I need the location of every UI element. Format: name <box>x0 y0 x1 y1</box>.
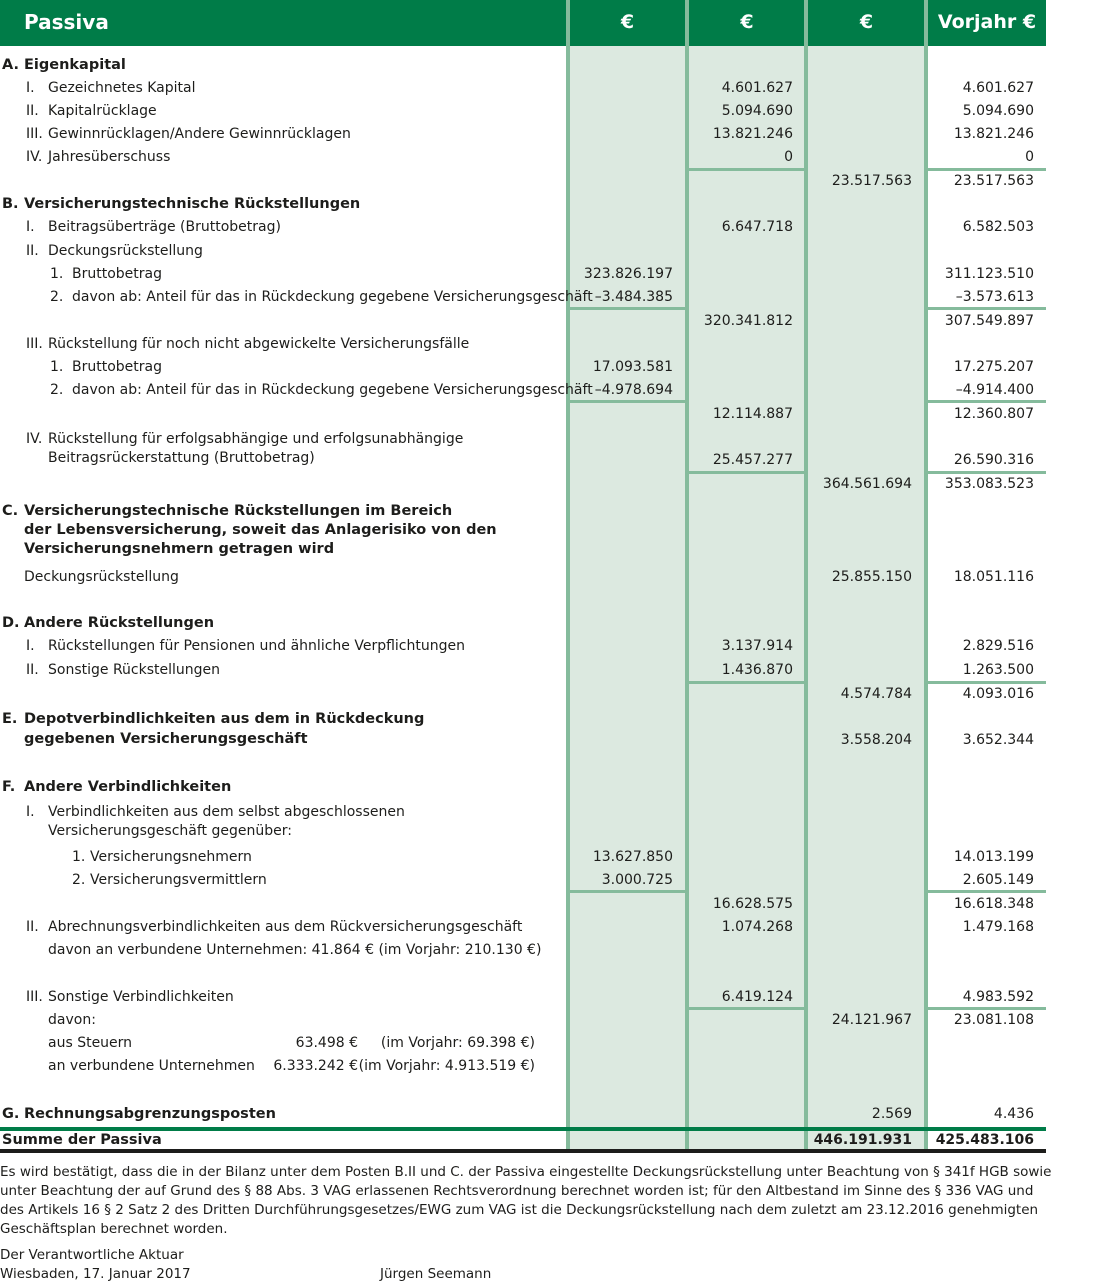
certification-line: Es wird bestätigt, dass die in der Bilanz unter dem Posten B.II und C. der Passiva eingestellte Deckungsrückstellung unter Beachtung von § 341f HGB sowie <box>0 1164 1052 1180</box>
header-col-2: € <box>740 11 754 33</box>
total-label: Summe der Passiva <box>2 1132 162 1148</box>
row-label: Rechnungsabgrenzungsposten <box>24 1106 276 1122</box>
row-label: Verbindlichkeiten aus dem selbst abgeschlossenen <box>48 804 405 820</box>
row-label-continued: gegebenen Versicherungsgeschäft <box>24 731 308 747</box>
column-divider <box>685 0 689 1152</box>
row-label: Deckungsrückstellung <box>48 243 203 259</box>
subtotal-rule <box>569 400 686 403</box>
row-number: III. <box>26 336 43 352</box>
value-c2: 12.114.887 <box>712 406 793 422</box>
row-number: II. <box>26 103 39 119</box>
subtotal-rule <box>569 890 686 893</box>
prior-year-value: –4.914.400 <box>955 382 1034 398</box>
row-number: I. <box>26 80 35 96</box>
column-divider <box>566 0 570 1152</box>
prior-year-value: 311.123.510 <box>944 266 1034 282</box>
subtotal-rule <box>927 307 1046 310</box>
row-label: Sonstige Rückstellungen <box>48 662 221 678</box>
prior-year-value: 4.601.627 <box>962 80 1034 96</box>
row-label: davon: <box>48 1012 96 1028</box>
header-col-3: € <box>859 11 874 33</box>
header-col-4: Vorjahr € <box>937 11 1037 33</box>
prior-year-value: 18.051.116 <box>953 569 1034 585</box>
davon-prior-year: (im Vorjahr: 69.398 €) <box>380 1035 535 1051</box>
row-label-continued: Beitragsrückerstattung (Bruttobetrag) <box>48 450 315 466</box>
row-number: C. <box>2 503 19 519</box>
row-label: Jahresüberschuss <box>48 149 171 165</box>
prior-year-value: 4.983.592 <box>962 989 1034 1005</box>
row-label: Andere Rückstellungen <box>24 615 215 631</box>
certification-line: unter Beachtung der auf Grund des § 88 Abs. 3 VAG erlassenen Rechtsverordnung berechnet worden ist; für den Altbestand im Sinne des § 336 VAG und <box>0 1183 1034 1199</box>
value-c2: 1.074.268 <box>721 919 793 935</box>
row-number: II. <box>26 919 39 935</box>
value-c2: 6.647.718 <box>721 219 793 235</box>
row-label-continued: der Lebensversicherung, soweit das Anlagerisiko von den <box>24 522 497 538</box>
row-label: Rückstellungen für Pensionen und ähnliche Verpflichtungen <box>48 638 465 654</box>
value-c3: 4.574.784 <box>840 686 912 702</box>
prior-year-value: 23.517.563 <box>953 173 1034 189</box>
total-prior-year: 425.483.106 <box>935 1132 1034 1148</box>
column-divider <box>924 0 928 1152</box>
prior-year-value: 23.081.108 <box>953 1012 1034 1028</box>
row-number: II. <box>26 243 39 259</box>
row-label: Bruttobetrag <box>72 359 162 375</box>
row-number: I. <box>26 219 35 235</box>
column-divider <box>804 0 808 1152</box>
prior-year-value: 2.605.149 <box>962 872 1034 888</box>
certification-line: des Artikels 16 § 2 Satz 2 des Dritten Durchführungsgesetzes/EWG zum VAG ist die Deckungsrückstellung nach dem zuletzt am 23.12.2016 genehmigten <box>0 1202 1039 1218</box>
row-number: 2. <box>50 382 64 398</box>
prior-year-value: 17.275.207 <box>953 359 1034 375</box>
row-label: davon ab: Anteil für das in Rückdeckung gegebene Versicherungsgeschäft <box>72 289 593 305</box>
row-label: Rückstellung für erfolgsabhängige und erfolgsunabhängige <box>48 431 464 447</box>
subtotal-rule <box>927 168 1046 171</box>
header-title: Passiva <box>24 10 109 34</box>
row-label: Versicherungsvermittlern <box>90 872 267 888</box>
subtotal-rule <box>927 890 1046 893</box>
table-header <box>0 0 1046 46</box>
header-col-1: € <box>620 11 635 33</box>
row-number: III. <box>26 126 43 142</box>
prior-year-value: 14.013.199 <box>953 849 1034 865</box>
value-c2: 13.821.246 <box>712 126 793 142</box>
place-date: Wiesbaden, 17. Januar 2017 <box>0 1266 191 1282</box>
value-c3: 25.855.150 <box>831 569 912 585</box>
prior-year-value: 6.582.503 <box>962 219 1034 235</box>
subtotal-rule <box>927 681 1046 684</box>
prior-year-value: 12.360.807 <box>953 406 1034 422</box>
value-c3: 364.561.694 <box>822 476 912 492</box>
value-c2: 6.419.124 <box>721 989 793 1005</box>
shaded-columns <box>567 46 925 1150</box>
davon-amount: 63.498 € <box>295 1035 358 1051</box>
row-label: Deckungsrückstellung <box>24 569 179 585</box>
row-label: Versicherungsnehmern <box>90 849 252 865</box>
value-c1: –4.978.694 <box>594 382 673 398</box>
row-number: III. <box>26 989 43 1005</box>
row-label: Gezeichnetes Kapital <box>48 80 196 96</box>
prior-year-value: 4.436 <box>993 1106 1034 1122</box>
row-number: 1. <box>50 359 64 375</box>
row-label: Kapitalrücklage <box>48 103 157 119</box>
value-c2: 3.137.914 <box>721 638 793 654</box>
row-number: II. <box>26 662 39 678</box>
prior-year-value: 353.083.523 <box>944 476 1034 492</box>
value-c2: 320.341.812 <box>703 313 793 329</box>
value-c1: 17.093.581 <box>592 359 673 375</box>
value-c1: 323.826.197 <box>583 266 673 282</box>
row-number: A. <box>2 57 19 73</box>
value-c2: 25.457.277 <box>712 452 793 468</box>
total-current: 446.191.931 <box>813 1132 912 1148</box>
value-c3: 3.558.204 <box>840 732 912 748</box>
prior-year-value: 307.549.897 <box>944 313 1034 329</box>
row-label: Andere Verbindlichkeiten <box>24 779 232 795</box>
subtotal-rule <box>927 1007 1046 1010</box>
prior-year-value: –3.573.613 <box>955 289 1034 305</box>
row-label: Rückstellung für noch nicht abgewickelte Versicherungsfälle <box>48 336 470 352</box>
subtotal-rule <box>688 681 806 684</box>
row-label: davon ab: Anteil für das in Rückdeckung gegebene Versicherungsgeschäft <box>72 382 593 398</box>
total-rule-bottom <box>0 1149 1046 1153</box>
subtotal-rule <box>688 168 806 171</box>
subtotal-rule <box>927 400 1046 403</box>
row-label: Beitragsüberträge (Bruttobetrag) <box>48 219 281 235</box>
prior-year-value: 5.094.690 <box>962 103 1034 119</box>
row-number: 2. <box>50 289 64 305</box>
signer-role: Der Verantwortliche Aktuar <box>0 1247 184 1263</box>
prior-year-value: 26.590.316 <box>953 452 1034 468</box>
signer-name: Jürgen Seemann <box>380 1266 492 1282</box>
prior-year-value: 1.479.168 <box>962 919 1034 935</box>
subtotal-rule <box>569 307 686 310</box>
row-number: G. <box>2 1106 20 1122</box>
row-number: IV. <box>26 149 43 165</box>
subtotal-rule <box>688 471 806 474</box>
row-label: Versicherungstechnische Rückstellungen im Bereich <box>24 503 453 519</box>
prior-year-value: 3.652.344 <box>962 732 1034 748</box>
value-c3: 2.569 <box>871 1106 912 1122</box>
certification-text <box>0 1163 1051 1239</box>
value-c1: –3.484.385 <box>594 289 673 305</box>
value-c1: 13.627.850 <box>592 849 673 865</box>
row-number: I. <box>26 638 35 654</box>
value-c2: 1.436.870 <box>721 662 793 678</box>
row-label-continued: Versicherungsnehmern getragen wird <box>24 541 335 557</box>
row-label: aus Steuern <box>48 1035 133 1051</box>
row-number: B. <box>2 196 19 212</box>
value-c2: 16.628.575 <box>712 896 793 912</box>
row-number: D. <box>2 615 20 631</box>
row-label: Eigenkapital <box>24 57 126 73</box>
value-c2: 0 <box>784 149 793 165</box>
certification-line: Geschäftsplan berechnet worden. <box>0 1221 228 1237</box>
subtotal-rule <box>688 1007 806 1010</box>
prior-year-value: 1.263.500 <box>962 662 1034 678</box>
row-number: 2. <box>72 872 86 888</box>
prior-year-value: 0 <box>1025 149 1034 165</box>
prior-year-value: 2.829.516 <box>962 638 1034 654</box>
davon-prior-year: (im Vorjahr: 4.913.519 €) <box>358 1058 535 1074</box>
row-number: F. <box>2 779 16 795</box>
row-label: an verbundene Unternehmen <box>48 1058 255 1074</box>
value-c3: 23.517.563 <box>831 173 912 189</box>
row-number: I. <box>26 804 35 820</box>
row-label: Sonstige Verbindlichkeiten <box>48 989 234 1005</box>
row-label: Bruttobetrag <box>72 266 162 282</box>
prior-year-value: 16.618.348 <box>953 896 1034 912</box>
value-c1: 3.000.725 <box>601 872 673 888</box>
row-label-continued: Versicherungsgeschäft gegenüber: <box>48 823 292 839</box>
row-label: Abrechnungsverbindlichkeiten aus dem Rückversicherungsgeschäft <box>48 919 523 935</box>
row-label: Versicherungstechnische Rückstellungen <box>24 196 361 212</box>
subtotal-rule <box>927 471 1046 474</box>
davon-amount: 6.333.242 € <box>273 1058 358 1074</box>
row-number: IV. <box>26 431 43 447</box>
row-label: davon an verbundene Unternehmen: 41.864 € (im Vorjahr: 210.130 €) <box>48 942 542 958</box>
row-label: Gewinnrücklagen/Andere Gewinnrücklagen <box>48 126 351 142</box>
row-label: Depotverbindlichkeiten aus dem in Rückdeckung <box>24 711 425 727</box>
row-number: E. <box>2 711 18 727</box>
value-c3: 24.121.967 <box>831 1012 912 1028</box>
prior-year-value: 13.821.246 <box>953 126 1034 142</box>
row-number: 1. <box>72 849 86 865</box>
value-c2: 5.094.690 <box>721 103 793 119</box>
prior-year-value: 4.093.016 <box>962 686 1034 702</box>
value-c2: 4.601.627 <box>721 80 793 96</box>
row-number: 1. <box>50 266 64 282</box>
